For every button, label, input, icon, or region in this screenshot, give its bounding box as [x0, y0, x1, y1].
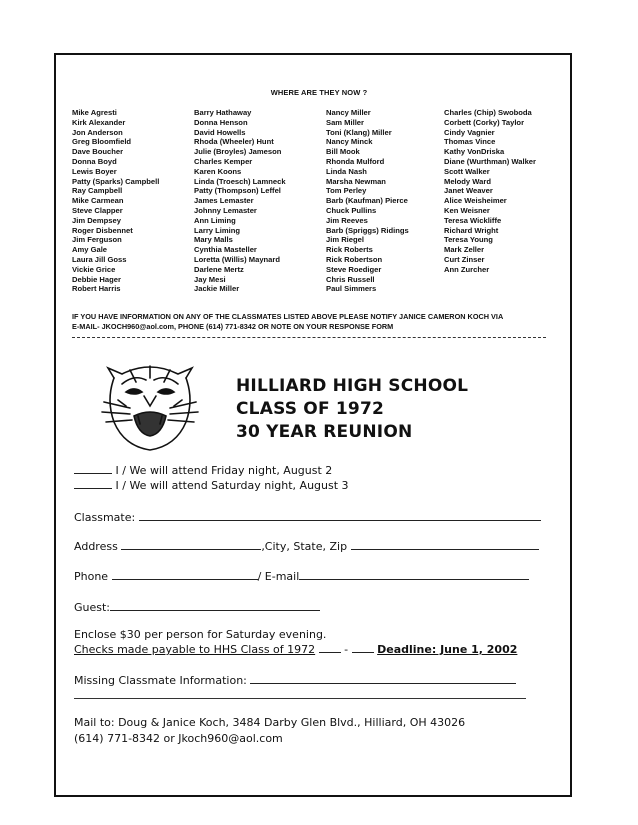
missing-info-label: Missing Classmate Information:: [74, 674, 247, 687]
names-column-3: [326, 108, 409, 294]
list-item: Linda Nash: [326, 166, 367, 176]
list-item: Chris Russell: [326, 274, 375, 284]
list-item: Cindy Vagnier: [444, 127, 495, 137]
tiger-mascot-icon: [100, 360, 200, 452]
list-item: Teresa Wickliffe: [444, 215, 502, 225]
notice-line-2: E-MAIL- JKOCH960@aol.com, PHONE (614) 771-8342 OR NOTE ON YOUR RESPONSE FORM: [72, 322, 394, 331]
classmate-field[interactable]: [139, 519, 541, 521]
list-item: Mary Malls: [194, 235, 233, 245]
reunion-heading: [236, 375, 468, 444]
list-item: Ken Weisner: [444, 205, 490, 215]
list-item: Linda (Troesch) Lamneck: [194, 176, 286, 186]
list-item: Patty (Sparks) Campbell: [72, 176, 160, 186]
list-item: Steve Clapper: [72, 205, 123, 215]
list-item: Amy Gale: [72, 245, 108, 255]
phone-label: Phone: [74, 570, 109, 583]
list-item: Greg Bloomfield: [72, 137, 132, 147]
list-item: Darlene Mertz: [194, 264, 244, 274]
list-item: Barb (Spriggs) Ridings: [326, 225, 409, 235]
list-item: Jim Dempsey: [72, 215, 121, 225]
list-item: Rick Robertson: [326, 254, 383, 264]
section-title: WHERE ARE THEY NOW ?: [270, 88, 368, 97]
deadline-text: Deadline: June 1, 2002: [377, 643, 518, 656]
list-item: Cynthia Masteller: [194, 245, 257, 255]
phone-field[interactable]: [112, 578, 258, 580]
attend-friday-label: I / We will attend Friday night, August 2: [115, 464, 333, 477]
list-item: Chuck Pullins: [326, 205, 377, 215]
list-item: Ray Campbell: [72, 186, 123, 196]
list-item: Barry Hathaway: [194, 108, 252, 117]
list-item: Donna Boyd: [72, 156, 117, 166]
list-item: Julie (Broyles) Jameson: [194, 147, 282, 157]
names-column-1: [72, 108, 159, 294]
phone-row: [74, 570, 529, 583]
list-item: Rhoda (Wheeler) Hunt: [194, 137, 274, 147]
list-item: Curt Zinser: [444, 254, 485, 264]
list-item: Janet Weaver: [444, 186, 493, 196]
names-column-4: [444, 108, 536, 275]
attend-saturday-blank[interactable]: [74, 487, 112, 489]
school-name: HILLIARD HIGH SCHOOL: [236, 376, 469, 396]
list-item: David Howells: [194, 127, 246, 137]
names-column-2: [194, 108, 286, 294]
list-item: Richard Wright: [444, 225, 499, 235]
attend-saturday-row: [74, 479, 349, 492]
list-item: Mike Carmean: [72, 196, 124, 206]
list-item: Paul Simmers: [326, 284, 377, 294]
email-field[interactable]: [299, 578, 529, 580]
list-item: Toni (Klang) Miller: [326, 127, 392, 137]
city-state-zip-label: ,City, State, Zip: [261, 540, 348, 553]
checks-row: [74, 643, 517, 656]
class-year: CLASS OF 1972: [236, 399, 385, 419]
missing-info-row: [74, 674, 516, 687]
attend-friday-blank[interactable]: [74, 472, 112, 474]
list-item: Rick Roberts: [326, 245, 373, 255]
list-item: Bill Mook: [326, 147, 360, 157]
list-item: Roger Disbennet: [72, 225, 133, 235]
list-item: Scott Walker: [444, 166, 490, 176]
list-item: Vickie Grice: [72, 264, 116, 274]
list-item: Jim Reeves: [326, 215, 368, 225]
address-row: [74, 540, 539, 553]
list-item: Kirk Alexander: [72, 117, 126, 127]
guest-label: Guest:: [74, 601, 111, 614]
list-item: Alice Weisheimer: [444, 196, 507, 206]
list-item: Nancy Miller: [326, 108, 371, 117]
mail-to-line-2: (614) 771-8342 or Jkoch960@aol.com: [74, 732, 283, 745]
list-item: Thomas Vince: [444, 137, 496, 147]
guest-row: [74, 601, 320, 614]
list-item: Ann Zurcher: [444, 264, 490, 274]
list-item: Lewis Boyer: [72, 166, 117, 176]
missing-info-field[interactable]: [250, 682, 516, 684]
attend-friday-row: [74, 464, 332, 477]
list-item: Tom Perley: [326, 186, 367, 196]
list-item: Larry Liming: [194, 225, 240, 235]
list-item: Laura Jill Goss: [72, 254, 127, 264]
list-item: Ann Liming: [194, 215, 236, 225]
list-item: Dave Boucher: [72, 147, 124, 157]
list-item: Diane (Wurthman) Walker: [444, 156, 536, 166]
list-item: Kathy VonDriska: [444, 147, 505, 157]
list-item: Sam Miller: [326, 117, 364, 127]
list-item: Karen Koons: [194, 166, 242, 176]
list-item: Debbie Hager: [72, 274, 121, 284]
attend-saturday-label: I / We will attend Saturday night, August 3: [115, 479, 349, 492]
dashed-divider: [72, 337, 546, 338]
enclose-text: Enclose $30 per person for Saturday evening.: [74, 628, 327, 641]
email-label: / E-mail: [257, 570, 300, 583]
list-item: Johnny Lemaster: [194, 205, 257, 215]
list-item: Jim Ferguson: [72, 235, 122, 245]
list-item: Robert Harris: [72, 284, 121, 294]
list-item: Jackie Miller: [194, 284, 240, 294]
classmate-label: Classmate:: [74, 511, 136, 524]
list-item: Jim Riegel: [326, 235, 364, 245]
list-item: Jay Mesi: [194, 274, 226, 284]
list-item: Charles Kemper: [194, 156, 253, 166]
list-item: Loretta (Willis) Maynard: [194, 254, 281, 264]
address-field[interactable]: [121, 548, 261, 550]
list-item: Melody Ward: [444, 176, 491, 186]
list-item: Donna Henson: [194, 117, 248, 127]
list-item: Marsha Newman: [326, 176, 386, 186]
guest-field[interactable]: [110, 609, 320, 611]
reunion-title: 30 YEAR REUNION: [236, 422, 413, 442]
list-item: Charles (Chip) Swoboda: [444, 108, 532, 117]
dash-separator: -: [344, 643, 349, 656]
list-item: Mark Zeller: [444, 245, 485, 255]
list-item: Rhonda Mulford: [326, 156, 385, 166]
list-item: Nancy Minck: [326, 137, 373, 147]
list-item: Patty (Thompson) Leffel: [194, 186, 281, 196]
notice-line-1: IF YOU HAVE INFORMATION ON ANY OF THE CLASSMATES LISTED ABOVE PLEASE NOTIFY JANICE CAMERON KOCH VIA: [72, 312, 504, 321]
address-label: Address: [74, 540, 118, 553]
notify-notice: [72, 312, 503, 332]
list-item: Jon Anderson: [72, 127, 123, 137]
classmate-row: [74, 511, 541, 524]
list-item: Teresa Young: [444, 235, 493, 245]
list-item: James Lemaster: [194, 196, 254, 206]
list-item: Mike Agresti: [72, 108, 117, 117]
list-item: Steve Roediger: [326, 264, 382, 274]
checks-text: Checks made payable to HHS Class of 1972: [74, 643, 316, 656]
list-item: Corbett (Corky) Taylor: [444, 117, 525, 127]
mail-to-line-1: Mail to: Doug & Janice Koch, 3484 Darby Glen Blvd., Hilliard, OH 43026: [74, 716, 466, 729]
missing-info-field-line-2[interactable]: [74, 698, 526, 699]
list-item: Barb (Kaufman) Pierce: [326, 196, 408, 206]
city-state-zip-field[interactable]: [351, 548, 539, 550]
